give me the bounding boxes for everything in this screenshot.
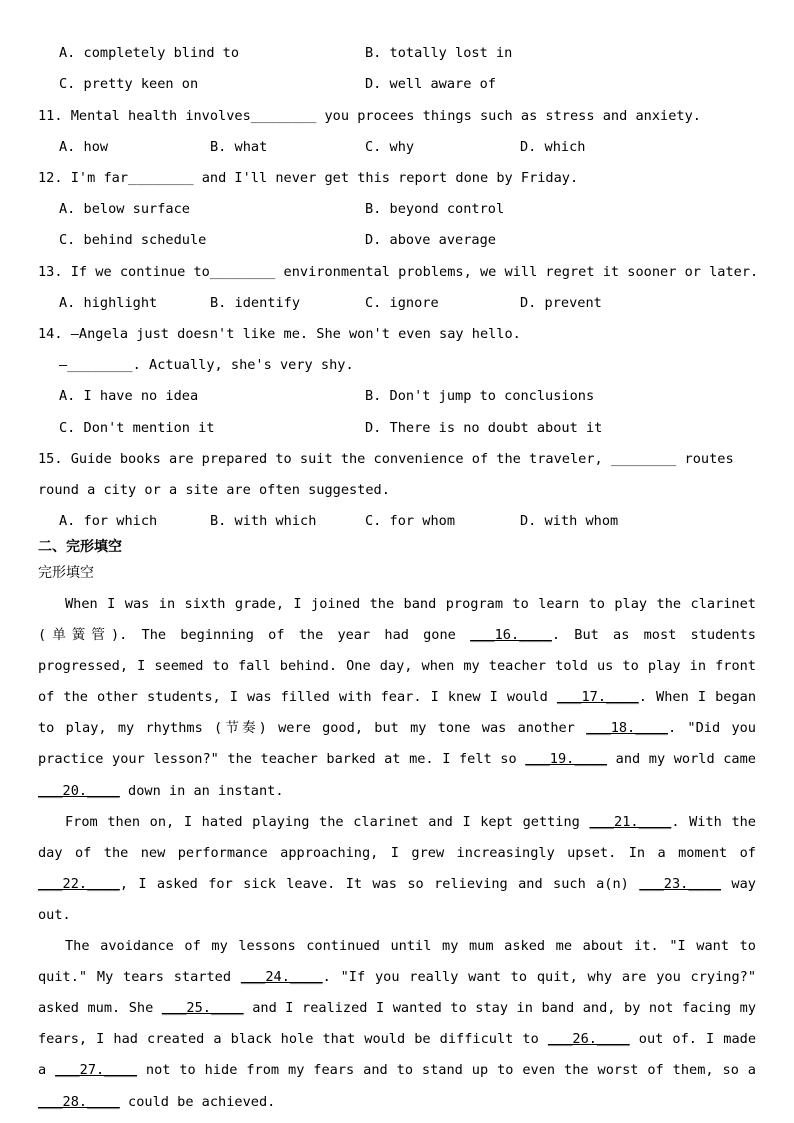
blank-27: ___27.____ [55, 1062, 137, 1079]
q12-stem-pre: 12. I'm far [38, 170, 129, 186]
q15-option-d: D. with whom [520, 513, 619, 529]
q14-blank: ________ [67, 357, 133, 373]
blank-18: ___18.____ [586, 720, 668, 737]
q11-stem-pre: 11. Mental health involves [38, 108, 251, 124]
blank-16: ___16.____ [470, 627, 552, 644]
passage-text: and I realized I wanted to stay in band and, by not facing my fears, I had created a black hole that would be difficult to [38, 1000, 757, 1048]
q10-option-a: A. completely blind to [59, 45, 240, 61]
passage-paragraph-1 [38, 589, 756, 807]
q11-option-d: D. which [520, 139, 586, 155]
passage-text: could be achieved. [119, 1093, 276, 1110]
q13-option-d: D. prevent [520, 295, 602, 311]
blank-26: ___26.____ [547, 1031, 630, 1048]
q11-option-b: B. what [210, 139, 268, 155]
blank-21: ___21.____ [589, 813, 672, 830]
q12-stem-post: and I'll never get this report done by Friday. [193, 170, 579, 186]
section-subheading: 完形填空 [38, 565, 94, 581]
passage-text: The avoidance of my lessons continued until my mum asked me about it. "I want to quit." My tears started [38, 938, 756, 986]
passage-text: . "Did you practice your lesson?" the teacher barked at me. I felt so [38, 720, 756, 768]
q14-option-a: A. I have no idea [59, 388, 199, 404]
q13-option-c: C. ignore [365, 295, 439, 311]
passage-text: down in an instant. [119, 782, 284, 799]
q14-line1: 14. —Angela just doesn't like me. She won't even say hello. [38, 326, 521, 342]
passage-paragraph-2 [38, 807, 756, 931]
q14-option-b: B. Don't jump to conclusions [365, 388, 595, 404]
blank-22: ___22.____ [38, 875, 120, 892]
q12-stem [38, 169, 578, 187]
q10-option-b: B. totally lost in [365, 45, 513, 61]
q13-option-a: A. highlight [59, 295, 158, 311]
section-heading: 二、完形填空 [38, 539, 122, 555]
q14-option-d: D. There is no doubt about it [365, 420, 603, 436]
q15-option-a: A. for which [59, 513, 158, 529]
q15-stem-pre: 15. Guide books are prepared to suit the convenience of the traveler, [38, 451, 611, 467]
passage-text: . When I began to play, my rhythms (节奏) were good, but my tone was another [38, 689, 756, 737]
blank-25: ___25.____ [161, 1000, 244, 1017]
q13-stem [38, 263, 758, 281]
q11-stem [38, 107, 701, 125]
q11-stem-post: you procees things such as stress and anxiety. [316, 108, 701, 124]
q14-dash: — [59, 357, 68, 373]
passage-text: . With the day of the new performance approaching, I grew increasingly upset. In a moment of [38, 813, 756, 861]
blank-20: ___20.____ [38, 782, 120, 799]
passage-text: , I asked for sick leave. It was so relieving and such a(n) [119, 875, 640, 892]
q15-stem [38, 450, 734, 468]
q12-option-d: D. above average [365, 232, 496, 248]
q10-option-d: D. well aware of [365, 76, 496, 92]
passage-text: . "If you really want to quit, why are you crying?" asked mum. She [38, 969, 757, 1017]
blank-17: ___17.____ [556, 689, 639, 706]
passage-text: When I was in sixth grade, I joined the band program to learn to play the clarinet (单簧管). The beginning of the year had gone [38, 596, 756, 644]
q15-blank: ________ [610, 451, 677, 467]
q12-option-c: C. behind schedule [59, 232, 207, 248]
q15-stem-post: routes [676, 451, 734, 467]
blank-19: ___19.____ [525, 751, 608, 768]
q15-stem-line2: round a city or a site are often suggested. [38, 482, 390, 498]
passage-paragraph-3 [38, 931, 756, 1118]
q14-line2-post: . Actually, she's very shy. [132, 357, 354, 373]
q13-blank: ________ [209, 264, 276, 280]
q13-stem-post: environmental problems, we will regret it sooner or later. [275, 264, 759, 280]
q12-option-b: B. beyond control [365, 201, 505, 217]
passage-text: and my world came [607, 751, 756, 768]
q10-option-c: C. pretty keen on [59, 76, 199, 92]
q11-blank: ________ [250, 108, 317, 124]
blank-24: ___24.____ [240, 969, 323, 986]
q15-option-b: B. with which [210, 513, 317, 529]
passage-text: not to hide from my fears and to stand up to even the worst of them, so a [136, 1062, 756, 1079]
passage-text: . But as most students progressed, I seemed to fall behind. One day, when my teacher told us to play in front of the other students, I was filled with fear. I knew I would [38, 627, 756, 706]
passage-text: From then on, I hated playing the clarinet and I kept getting [65, 813, 590, 830]
q14-line2 [59, 356, 354, 374]
blank-28: ___28.____ [38, 1093, 120, 1110]
q12-blank: ________ [128, 170, 194, 186]
q15-option-c: C. for whom [365, 513, 456, 529]
cloze-passage [38, 589, 756, 1118]
passage-text: out of. I made a [38, 1031, 757, 1079]
q12-option-a: A. below surface [59, 201, 190, 217]
blank-23: ___23.____ [639, 875, 722, 892]
q13-option-b: B. identify [210, 295, 301, 311]
q13-stem-pre: 13. If we continue to [38, 264, 210, 280]
q11-option-a: A. how [59, 139, 109, 155]
passage-text: way out. [38, 875, 756, 923]
q14-option-c: C. Don't mention it [59, 420, 215, 436]
q11-option-c: C. why [365, 139, 415, 155]
